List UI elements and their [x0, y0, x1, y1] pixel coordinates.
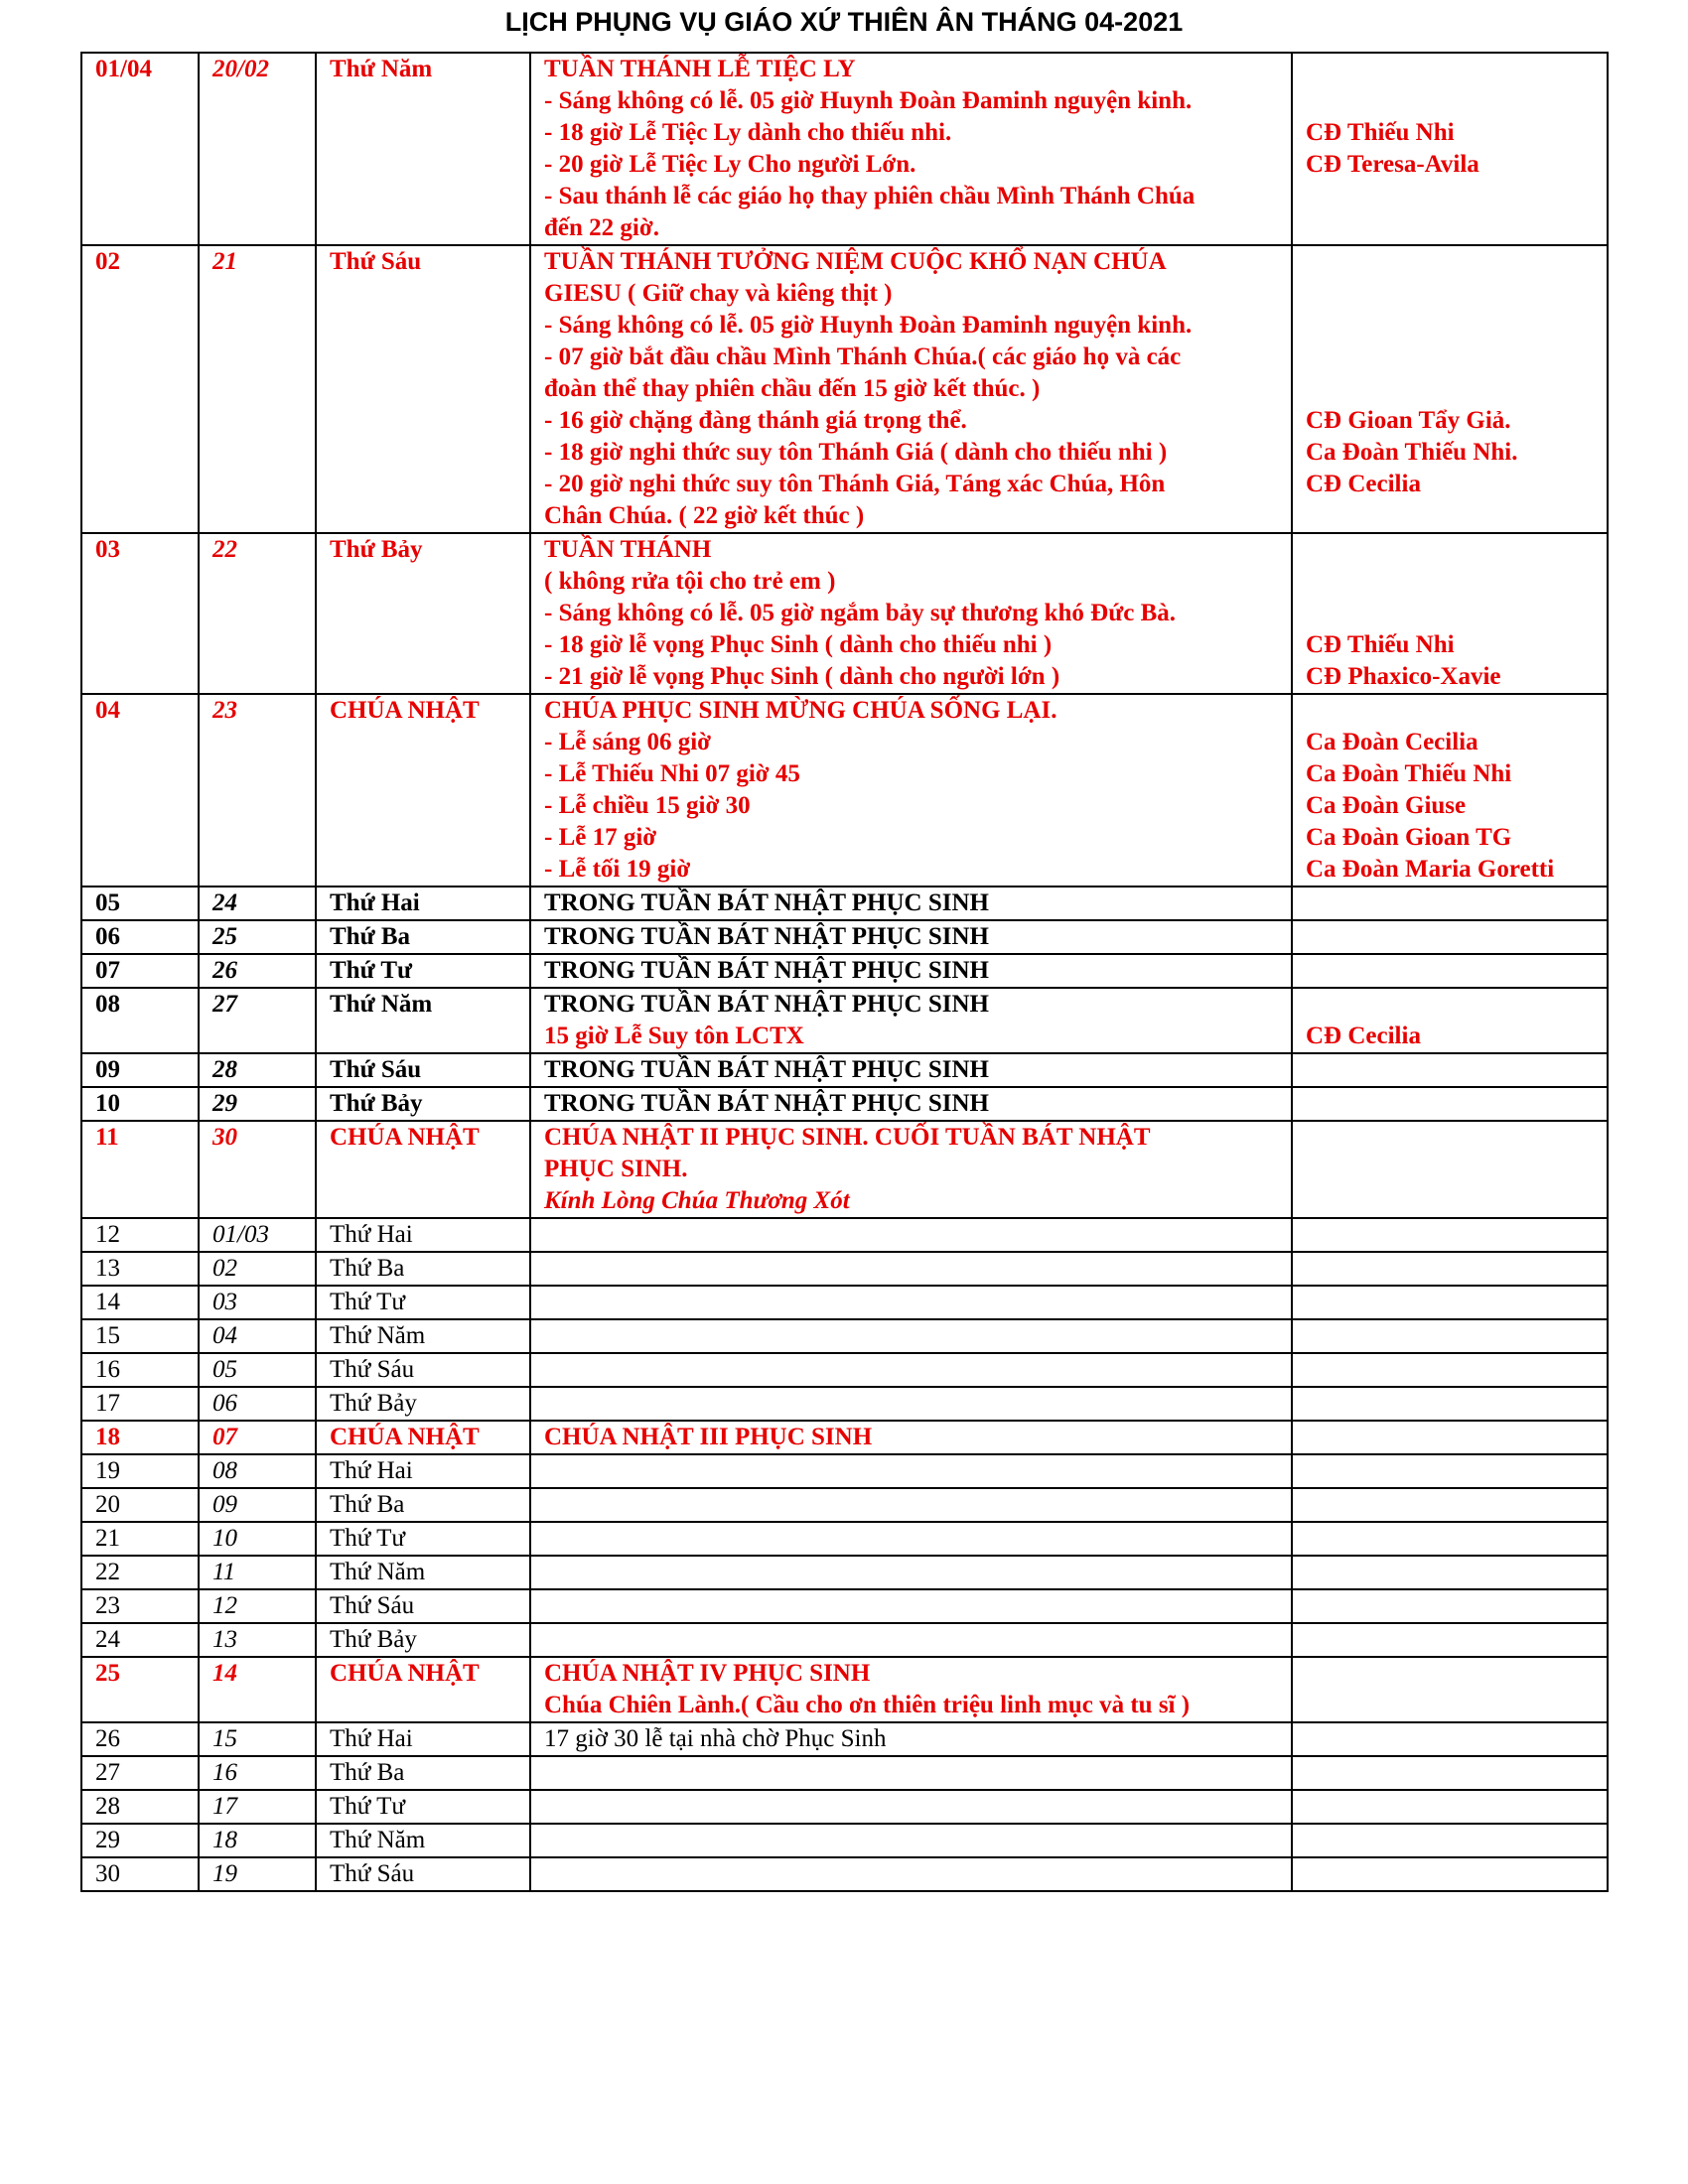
- lunar-date-cell: 01/03: [199, 1218, 316, 1252]
- content-line: - 18 giờ lễ vọng Phục Sinh ( dành cho thiếu nhi ): [544, 631, 1053, 658]
- liturgy-content-cell: [530, 694, 1292, 887]
- solar-date-cell: 26: [81, 1722, 199, 1756]
- weekday-cell: Thứ Năm: [316, 53, 530, 245]
- choir-line: Ca Đoàn Cecilia: [1306, 729, 1478, 755]
- schedule-row: [81, 1556, 1608, 1589]
- lunar-date-cell: 08: [199, 1454, 316, 1488]
- weekday-cell: Thứ Sáu: [316, 1857, 530, 1891]
- choir-cell: [1292, 1421, 1608, 1454]
- liturgy-content-cell: [530, 1353, 1292, 1387]
- lunar-date-cell: 13: [199, 1623, 316, 1657]
- solar-date-cell: 18: [81, 1421, 199, 1454]
- liturgy-content-cell: [530, 1319, 1292, 1353]
- schedule-row: [81, 1454, 1608, 1488]
- schedule-row: [81, 1857, 1608, 1891]
- solar-date-cell: 14: [81, 1286, 199, 1319]
- schedule-row: [81, 1121, 1608, 1218]
- liturgy-content-cell: [530, 1121, 1292, 1218]
- content-line: - Sau thánh lễ các giáo họ thay phiên chầu Mình Thánh Chúa: [544, 183, 1196, 209]
- content-line: TRONG TUẦN BÁT NHẬT PHỤC SINH: [544, 1090, 989, 1117]
- content-line: CHÚA NHẬT II PHỤC SINH. CUỐI TUẦN BÁT NHẬT: [544, 1124, 1151, 1151]
- solar-date-cell: 19: [81, 1454, 199, 1488]
- weekday-cell: Thứ Hai: [316, 1722, 530, 1756]
- solar-date-cell: 06: [81, 920, 199, 954]
- schedule-row: [81, 988, 1608, 1053]
- liturgy-content-cell: [530, 1421, 1292, 1454]
- solar-date-cell: 05: [81, 887, 199, 920]
- choir-cell: [1292, 1286, 1608, 1319]
- solar-date-cell: 23: [81, 1589, 199, 1623]
- choir-line: Ca Đoàn Giuse: [1306, 792, 1467, 819]
- content-line: đoàn thể thay phiên chầu đến 15 giờ kết thúc. ): [544, 375, 1041, 402]
- solar-date-cell: 28: [81, 1790, 199, 1824]
- schedule-row: [81, 954, 1608, 988]
- schedule-row: [81, 53, 1608, 245]
- schedule-row: [81, 1657, 1608, 1722]
- liturgy-content-cell: [530, 1522, 1292, 1556]
- lunar-date-cell: 11: [199, 1556, 316, 1589]
- lunar-date-cell: 25: [199, 920, 316, 954]
- choir-cell: [1292, 920, 1608, 954]
- lunar-date-cell: 10: [199, 1522, 316, 1556]
- choir-cell: [1292, 1353, 1608, 1387]
- lunar-date-cell: 17: [199, 1790, 316, 1824]
- liturgy-content-cell: [530, 1387, 1292, 1421]
- lunar-date-cell: 20/02: [199, 53, 316, 245]
- liturgy-content-cell: [530, 1657, 1292, 1722]
- weekday-cell: Thứ Tư: [316, 1286, 530, 1319]
- weekday-cell: Thứ Tư: [316, 1790, 530, 1824]
- choir-cell: [1292, 1454, 1608, 1488]
- weekday-cell: CHÚA NHẬT: [316, 1657, 530, 1722]
- weekday-cell: Thứ Ba: [316, 920, 530, 954]
- choir-cell: [1292, 1756, 1608, 1790]
- weekday-cell: Thứ Sáu: [316, 1353, 530, 1387]
- choir-line: CĐ Teresa-Avila: [1306, 151, 1479, 178]
- weekday-cell: Thứ Ba: [316, 1488, 530, 1522]
- solar-date-cell: 08: [81, 988, 199, 1053]
- solar-date-cell: 22: [81, 1556, 199, 1589]
- choir-line: Ca Đoàn Gioan TG: [1306, 824, 1512, 851]
- content-line: - 21 giờ lễ vọng Phục Sinh ( dành cho người lớn ): [544, 663, 1060, 690]
- content-line: 15 giờ Lễ Suy tôn LCTX: [544, 1023, 804, 1049]
- liturgy-content-cell: [530, 1589, 1292, 1623]
- schedule-row: [81, 1053, 1608, 1087]
- choir-cell: [1292, 1522, 1608, 1556]
- lunar-date-cell: 28: [199, 1053, 316, 1087]
- choir-cell: [1292, 1589, 1608, 1623]
- choir-cell: [1292, 533, 1608, 694]
- weekday-cell: Thứ Sáu: [316, 245, 530, 533]
- solar-date-cell: 07: [81, 954, 199, 988]
- lunar-date-cell: 02: [199, 1252, 316, 1286]
- liturgy-content-cell: [530, 53, 1292, 245]
- choir-cell: [1292, 1053, 1608, 1087]
- content-line: - 20 giờ nghi thức suy tôn Thánh Giá, Táng xác Chúa, Hôn: [544, 471, 1166, 497]
- liturgy-content-cell: [530, 1252, 1292, 1286]
- schedule-row: [81, 1589, 1608, 1623]
- content-line: Chúa Chiên Lành.( Cầu cho ơn thiên triệu linh mục và tu sĩ ): [544, 1692, 1191, 1718]
- solar-date-cell: 25: [81, 1657, 199, 1722]
- weekday-cell: Thứ Năm: [316, 1824, 530, 1857]
- lunar-date-cell: 18: [199, 1824, 316, 1857]
- lunar-date-cell: 09: [199, 1488, 316, 1522]
- lunar-date-cell: 14: [199, 1657, 316, 1722]
- choir-cell: [1292, 1722, 1608, 1756]
- solar-date-cell: 04: [81, 694, 199, 887]
- solar-date-cell: 16: [81, 1353, 199, 1387]
- weekday-cell: Thứ Hai: [316, 887, 530, 920]
- content-line: - 07 giờ bắt đầu chầu Mình Thánh Chúa.( các giáo họ và các: [544, 343, 1182, 370]
- content-line: CHÚA NHẬT IV PHỤC SINH: [544, 1660, 871, 1687]
- lunar-date-cell: 30: [199, 1121, 316, 1218]
- content-line: - Lễ chiều 15 giờ 30: [544, 792, 751, 819]
- lunar-date-cell: 21: [199, 245, 316, 533]
- schedule-row: [81, 1421, 1608, 1454]
- lunar-date-cell: 04: [199, 1319, 316, 1353]
- lunar-date-cell: 05: [199, 1353, 316, 1387]
- schedule-row: [81, 694, 1608, 887]
- liturgy-content-cell: [530, 1087, 1292, 1121]
- liturgy-content-cell: [530, 1756, 1292, 1790]
- choir-cell: [1292, 1824, 1608, 1857]
- content-line: TUẦN THÁNH: [544, 536, 712, 563]
- solar-date-cell: 30: [81, 1857, 199, 1891]
- weekday-cell: Thứ Năm: [316, 1319, 530, 1353]
- liturgy-content-cell: [530, 1722, 1292, 1756]
- liturgy-content-cell: [530, 1488, 1292, 1522]
- weekday-cell: Thứ Bảy: [316, 1387, 530, 1421]
- lunar-date-cell: 07: [199, 1421, 316, 1454]
- content-line: - Lễ 17 giờ: [544, 824, 657, 851]
- weekday-cell: Thứ Năm: [316, 1556, 530, 1589]
- liturgy-content-cell: [530, 954, 1292, 988]
- content-line: - Sáng không có lễ. 05 giờ ngắm bảy sự thương khó Đức Bà.: [544, 600, 1176, 626]
- lunar-date-cell: 16: [199, 1756, 316, 1790]
- weekday-cell: Thứ Ba: [316, 1756, 530, 1790]
- content-line: TRONG TUẦN BÁT NHẬT PHỤC SINH: [544, 889, 989, 916]
- schedule-row: [81, 1087, 1608, 1121]
- content-line: TRONG TUẦN BÁT NHẬT PHỤC SINH: [544, 923, 989, 950]
- solar-date-cell: 15: [81, 1319, 199, 1353]
- solar-date-cell: 17: [81, 1387, 199, 1421]
- choir-line: CĐ Cecilia: [1306, 1023, 1421, 1049]
- lunar-date-cell: 19: [199, 1857, 316, 1891]
- weekday-cell: Thứ Năm: [316, 988, 530, 1053]
- schedule-row: [81, 1218, 1608, 1252]
- schedule-row: [81, 1387, 1608, 1421]
- solar-date-cell: 11: [81, 1121, 199, 1218]
- liturgy-content-cell: [530, 1857, 1292, 1891]
- liturgy-content-cell: [530, 245, 1292, 533]
- content-line: - 18 giờ nghi thức suy tôn Thánh Giá ( dành cho thiếu nhi ): [544, 439, 1168, 466]
- schedule-row: [81, 1522, 1608, 1556]
- content-line: - Lễ tối 19 giờ: [544, 856, 691, 883]
- solar-date-cell: 20: [81, 1488, 199, 1522]
- choir-cell: [1292, 1623, 1608, 1657]
- schedule-table: [80, 52, 1609, 1892]
- content-line: TUẦN THÁNH LỄ TIỆC LY: [544, 56, 856, 82]
- choir-cell: [1292, 245, 1608, 533]
- choir-line: Ca Đoàn Thiếu Nhi.: [1306, 439, 1518, 466]
- weekday-cell: Thứ Sáu: [316, 1589, 530, 1623]
- choir-cell: [1292, 1087, 1608, 1121]
- liturgy-content-cell: [530, 1218, 1292, 1252]
- lunar-date-cell: 22: [199, 533, 316, 694]
- content-line: - 20 giờ Lễ Tiệc Ly Cho người Lớn.: [544, 151, 916, 178]
- choir-cell: [1292, 1121, 1608, 1218]
- liturgy-content-cell: [530, 533, 1292, 694]
- choir-line: CĐ Thiếu Nhi: [1306, 119, 1455, 146]
- choir-cell: [1292, 1319, 1608, 1353]
- liturgy-content-cell: [530, 920, 1292, 954]
- schedule-row: [81, 1722, 1608, 1756]
- choir-cell: [1292, 1556, 1608, 1589]
- content-line: - Lễ sáng 06 giờ: [544, 729, 712, 755]
- content-line: GIESU ( Giữ chay và kiêng thịt ): [544, 280, 893, 307]
- content-line: PHỤC SINH.: [544, 1156, 688, 1182]
- content-line: TRONG TUẦN BÁT NHẬT PHỤC SINH: [544, 991, 989, 1018]
- solar-date-cell: 24: [81, 1623, 199, 1657]
- content-line: - Lễ Thiếu Nhi 07 giờ 45: [544, 760, 800, 787]
- schedule-row: [81, 245, 1608, 533]
- weekday-cell: Thứ Bảy: [316, 1087, 530, 1121]
- choir-cell: [1292, 1387, 1608, 1421]
- choir-line: CĐ Cecilia: [1306, 471, 1421, 497]
- solar-date-cell: 03: [81, 533, 199, 694]
- choir-cell: [1292, 1657, 1608, 1722]
- lunar-date-cell: 26: [199, 954, 316, 988]
- choir-cell: [1292, 1252, 1608, 1286]
- weekday-cell: Thứ Sáu: [316, 1053, 530, 1087]
- liturgy-content-cell: [530, 1053, 1292, 1087]
- choir-line: Ca Đoàn Maria Goretti: [1306, 856, 1555, 883]
- content-line: TRONG TUẦN BÁT NHẬT PHỤC SINH: [544, 957, 989, 984]
- content-line: 17 giờ 30 lễ tại nhà chờ Phục Sinh: [544, 1725, 887, 1752]
- weekday-cell: CHÚA NHẬT: [316, 694, 530, 887]
- page-title: LỊCH PHỤNG VỤ GIÁO XỨ THIÊN ÂN THÁNG 04-2021: [504, 7, 1184, 37]
- schedule-row: [81, 533, 1608, 694]
- solar-date-cell: 12: [81, 1218, 199, 1252]
- solar-date-cell: 02: [81, 245, 199, 533]
- weekday-cell: Thứ Tư: [316, 1522, 530, 1556]
- schedule-body: [81, 53, 1608, 1891]
- choir-line: Ca Đoàn Thiếu Nhi: [1306, 760, 1512, 787]
- schedule-row: [81, 1286, 1608, 1319]
- choir-cell: [1292, 1218, 1608, 1252]
- choir-cell: [1292, 887, 1608, 920]
- weekday-cell: Thứ Hai: [316, 1454, 530, 1488]
- content-line: Kính Lòng Chúa Thương Xót: [544, 1187, 850, 1214]
- solar-date-cell: 10: [81, 1087, 199, 1121]
- lunar-date-cell: 27: [199, 988, 316, 1053]
- content-line: CHÚA PHỤC SINH MỪNG CHÚA SỐNG LẠI.: [544, 697, 1057, 724]
- solar-date-cell: 13: [81, 1252, 199, 1286]
- choir-cell: [1292, 988, 1608, 1053]
- content-line: TRONG TUẦN BÁT NHẬT PHỤC SINH: [544, 1056, 989, 1083]
- schedule-row: [81, 1319, 1608, 1353]
- content-line: TUẦN THÁNH TƯỞNG NIỆM CUỘC KHỔ NẠN CHÚA: [544, 248, 1167, 275]
- schedule-row: [81, 1824, 1608, 1857]
- liturgy-content-cell: [530, 1454, 1292, 1488]
- weekday-cell: CHÚA NHẬT: [316, 1421, 530, 1454]
- weekday-cell: Thứ Hai: [316, 1218, 530, 1252]
- liturgy-content-cell: [530, 1623, 1292, 1657]
- lunar-date-cell: 12: [199, 1589, 316, 1623]
- lunar-date-cell: 24: [199, 887, 316, 920]
- schedule-row: [81, 1488, 1608, 1522]
- choir-cell: [1292, 954, 1608, 988]
- schedule-row: [81, 1790, 1608, 1824]
- choir-cell: [1292, 1488, 1608, 1522]
- liturgy-content-cell: [530, 1790, 1292, 1824]
- lunar-date-cell: 23: [199, 694, 316, 887]
- choir-cell: [1292, 1857, 1608, 1891]
- schedule-row: [81, 1623, 1608, 1657]
- weekday-cell: Thứ Ba: [316, 1252, 530, 1286]
- weekday-cell: Thứ Bảy: [316, 1623, 530, 1657]
- content-line: CHÚA NHẬT III PHỤC SINH: [544, 1424, 873, 1450]
- lunar-date-cell: 03: [199, 1286, 316, 1319]
- content-line: - Sáng không có lễ. 05 giờ Huynh Đoàn Đaminh nguyện kinh.: [544, 312, 1193, 339]
- solar-date-cell: 01/04: [81, 53, 199, 245]
- choir-line: CĐ Thiếu Nhi: [1306, 631, 1455, 658]
- content-line: ( không rửa tội cho trẻ em ): [544, 568, 836, 595]
- content-line: - 18 giờ Lễ Tiệc Ly dành cho thiếu nhi.: [544, 119, 952, 146]
- content-line: đến 22 giờ.: [544, 214, 659, 241]
- choir-cell: [1292, 53, 1608, 245]
- schedule-row: [81, 1353, 1608, 1387]
- solar-date-cell: 21: [81, 1522, 199, 1556]
- liturgy-content-cell: [530, 1286, 1292, 1319]
- content-line: - Sáng không có lễ. 05 giờ Huynh Đoàn Đaminh nguyện kinh.: [544, 87, 1193, 114]
- choir-line: CĐ Gioan Tẩy Giả.: [1306, 407, 1511, 434]
- lunar-date-cell: 06: [199, 1387, 316, 1421]
- solar-date-cell: 29: [81, 1824, 199, 1857]
- weekday-cell: Thứ Bảy: [316, 533, 530, 694]
- choir-cell: [1292, 1790, 1608, 1824]
- schedule-row: [81, 1756, 1608, 1790]
- weekday-cell: Thứ Tư: [316, 954, 530, 988]
- liturgy-content-cell: [530, 887, 1292, 920]
- lunar-date-cell: 29: [199, 1087, 316, 1121]
- solar-date-cell: 09: [81, 1053, 199, 1087]
- choir-line: CĐ Phaxico-Xavie: [1306, 663, 1501, 690]
- choir-cell: [1292, 694, 1608, 887]
- liturgy-content-cell: [530, 1556, 1292, 1589]
- schedule-row: [81, 1252, 1608, 1286]
- solar-date-cell: 27: [81, 1756, 199, 1790]
- content-line: - 16 giờ chặng đàng thánh giá trọng thể.: [544, 407, 967, 434]
- schedule-row: [81, 920, 1608, 954]
- weekday-cell: CHÚA NHẬT: [316, 1121, 530, 1218]
- schedule-row: [81, 887, 1608, 920]
- liturgy-content-cell: [530, 1824, 1292, 1857]
- liturgy-content-cell: [530, 988, 1292, 1053]
- content-line: Chân Chúa. ( 22 giờ kết thúc ): [544, 502, 865, 529]
- lunar-date-cell: 15: [199, 1722, 316, 1756]
